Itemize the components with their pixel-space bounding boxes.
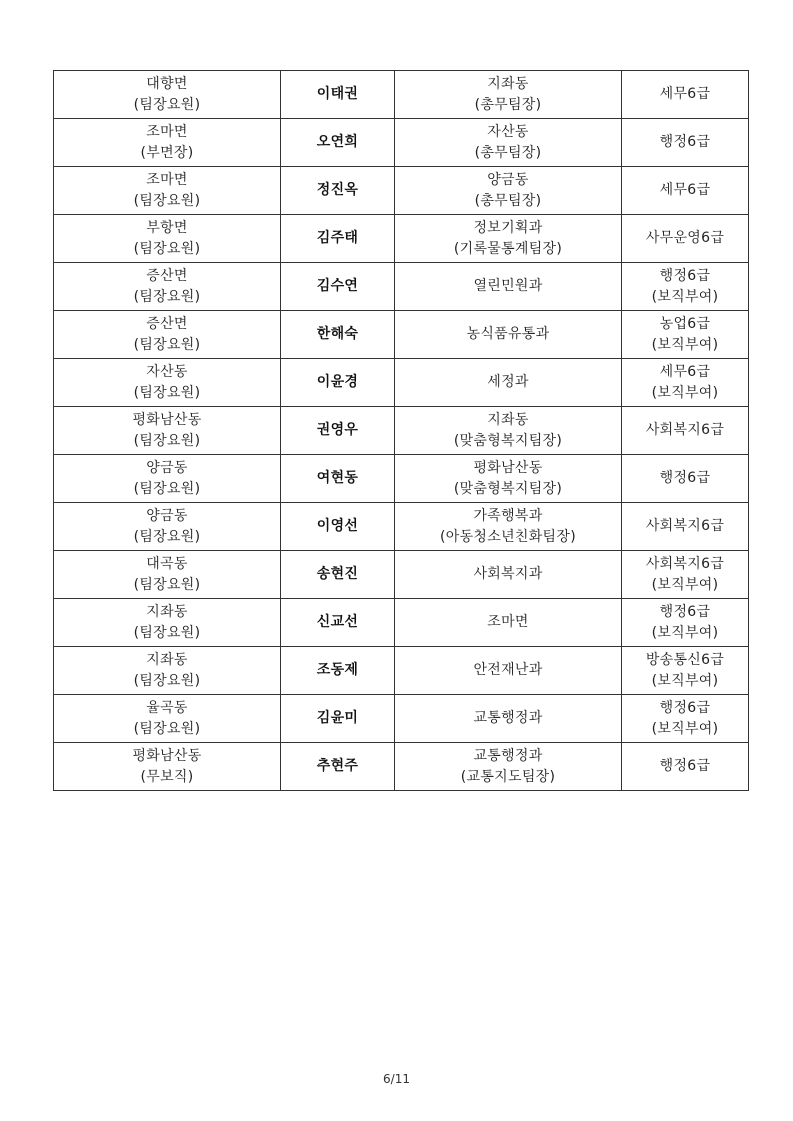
page-number: 6/11 bbox=[383, 1072, 410, 1086]
grade-line: (보직부여) bbox=[651, 336, 719, 353]
previous-post-line: 부항면 bbox=[146, 219, 188, 236]
new-post-line: 농식품유통과 bbox=[466, 326, 550, 342]
previous-post-line: (팀장요원) bbox=[133, 528, 201, 545]
table-row bbox=[54, 503, 749, 551]
previous-post-line: 양금동 bbox=[146, 507, 188, 524]
previous-post-line: 자산동 bbox=[146, 363, 188, 380]
previous-post-line: (팀장요원) bbox=[133, 720, 201, 737]
grade-line: 세무6급 bbox=[659, 363, 711, 380]
table-row bbox=[54, 311, 749, 359]
previous-post-cell bbox=[54, 167, 281, 215]
previous-post-line: (팀장요원) bbox=[133, 576, 201, 593]
previous-post-line: (팀장요원) bbox=[133, 624, 201, 641]
new-post-line: (맞춤형복지팀장) bbox=[453, 480, 563, 497]
new-post-cell bbox=[395, 599, 622, 647]
new-post-cell bbox=[395, 263, 622, 311]
employee-name-cell bbox=[281, 455, 395, 503]
new-post-line: 정보기획과 bbox=[473, 219, 543, 236]
grade-line: 세무6급 bbox=[659, 182, 711, 198]
grade-line: (보직부여) bbox=[651, 384, 719, 401]
new-post-line: 평화남산동 bbox=[473, 459, 543, 476]
previous-post-cell bbox=[54, 359, 281, 407]
employee-name: 송현진 bbox=[316, 566, 359, 582]
previous-post-line: 조마면 bbox=[146, 171, 188, 188]
grade-line: 농업6급 bbox=[659, 315, 711, 332]
table-row bbox=[54, 359, 749, 407]
employee-name-cell bbox=[281, 599, 395, 647]
personnel-table bbox=[53, 70, 749, 791]
previous-post-line: 증산면 bbox=[146, 267, 188, 284]
grade-cell bbox=[622, 551, 749, 599]
grade-line: 행정6급 bbox=[659, 134, 711, 150]
previous-post-line: (팀장요원) bbox=[133, 192, 201, 209]
previous-post-line: (팀장요원) bbox=[133, 672, 201, 689]
new-post-line: (총무팀장) bbox=[474, 192, 542, 209]
employee-name-cell bbox=[281, 407, 395, 455]
employee-name-cell bbox=[281, 311, 395, 359]
grade-line: (보직부여) bbox=[651, 576, 719, 593]
grade-cell bbox=[622, 455, 749, 503]
grade-cell bbox=[622, 695, 749, 743]
employee-name: 이영선 bbox=[316, 518, 359, 534]
new-post-cell bbox=[395, 71, 622, 119]
table-row bbox=[54, 455, 749, 503]
grade-line: 사회복지6급 bbox=[645, 518, 725, 534]
grade-line: 행정6급 bbox=[659, 758, 711, 774]
new-post-line: 지좌동 bbox=[487, 411, 529, 428]
employee-name: 조동제 bbox=[316, 662, 359, 678]
employee-name-cell bbox=[281, 167, 395, 215]
employee-name: 신교선 bbox=[316, 614, 359, 630]
new-post-cell bbox=[395, 647, 622, 695]
employee-name-cell bbox=[281, 215, 395, 263]
previous-post-cell bbox=[54, 407, 281, 455]
previous-post-line: 지좌동 bbox=[146, 651, 188, 668]
previous-post-line: 양금동 bbox=[146, 459, 188, 476]
employee-name-cell bbox=[281, 647, 395, 695]
grade-cell bbox=[622, 407, 749, 455]
previous-post-line: 율곡동 bbox=[146, 699, 188, 716]
table-row bbox=[54, 167, 749, 215]
new-post-line: 양금동 bbox=[487, 171, 529, 188]
table-row bbox=[54, 647, 749, 695]
grade-line: 방송통신6급 bbox=[645, 651, 725, 668]
grade-line: 사회복지6급 bbox=[645, 555, 725, 572]
previous-post-line: (팀장요원) bbox=[133, 480, 201, 497]
new-post-cell bbox=[395, 503, 622, 551]
previous-post-line: 대곡동 bbox=[146, 555, 188, 572]
employee-name: 이윤경 bbox=[316, 374, 359, 390]
table-row bbox=[54, 71, 749, 119]
previous-post-cell bbox=[54, 71, 281, 119]
employee-name: 김주태 bbox=[316, 230, 359, 246]
grade-line: (보직부여) bbox=[651, 720, 719, 737]
employee-name: 김윤미 bbox=[316, 710, 359, 726]
grade-line: 사회복지6급 bbox=[645, 422, 725, 438]
new-post-line: 교통행정과 bbox=[473, 747, 543, 764]
grade-line: 세무6급 bbox=[659, 86, 711, 102]
employee-name-cell bbox=[281, 119, 395, 167]
grade-cell bbox=[622, 263, 749, 311]
grade-cell bbox=[622, 119, 749, 167]
new-post-cell bbox=[395, 359, 622, 407]
grade-line: (보직부여) bbox=[651, 672, 719, 689]
employee-name-cell bbox=[281, 263, 395, 311]
new-post-line: 지좌동 bbox=[487, 75, 529, 92]
grade-cell bbox=[622, 743, 749, 791]
new-post-line: 교통행정과 bbox=[473, 710, 543, 726]
grade-cell bbox=[622, 215, 749, 263]
employee-name-cell bbox=[281, 695, 395, 743]
grade-line: (보직부여) bbox=[651, 624, 719, 641]
previous-post-cell bbox=[54, 311, 281, 359]
employee-name: 오연희 bbox=[316, 134, 359, 150]
grade-line: 행정6급 bbox=[659, 699, 711, 716]
employee-name: 추현주 bbox=[316, 758, 359, 774]
new-post-cell bbox=[395, 311, 622, 359]
grade-cell bbox=[622, 647, 749, 695]
previous-post-line: 평화남산동 bbox=[132, 411, 202, 428]
employee-name: 정진옥 bbox=[316, 182, 359, 198]
new-post-line: (기록물통계팀장) bbox=[453, 240, 563, 257]
table-row bbox=[54, 551, 749, 599]
new-post-line: (아동청소년친화팀장) bbox=[440, 528, 576, 545]
previous-post-line: (부면장) bbox=[140, 144, 194, 161]
previous-post-line: (팀장요원) bbox=[133, 96, 201, 113]
employee-name-cell bbox=[281, 503, 395, 551]
new-post-line: (총무팀장) bbox=[474, 144, 542, 161]
previous-post-cell bbox=[54, 119, 281, 167]
previous-post-line: 조마면 bbox=[146, 123, 188, 140]
previous-post-line: (팀장요원) bbox=[133, 288, 201, 305]
new-post-cell bbox=[395, 119, 622, 167]
table-row bbox=[54, 407, 749, 455]
grade-cell bbox=[622, 167, 749, 215]
previous-post-line: (팀장요원) bbox=[133, 432, 201, 449]
new-post-cell bbox=[395, 407, 622, 455]
employee-name: 권영우 bbox=[316, 422, 359, 438]
table-row bbox=[54, 695, 749, 743]
employee-name-cell bbox=[281, 551, 395, 599]
grade-cell bbox=[622, 503, 749, 551]
previous-post-line: 평화남산동 bbox=[132, 747, 202, 764]
table-row bbox=[54, 263, 749, 311]
personnel-table-body bbox=[54, 71, 749, 791]
previous-post-cell bbox=[54, 455, 281, 503]
employee-name-cell bbox=[281, 743, 395, 791]
new-post-line: 자산동 bbox=[487, 123, 529, 140]
grade-cell bbox=[622, 359, 749, 407]
grade-line: 사무운영6급 bbox=[645, 230, 725, 246]
new-post-cell bbox=[395, 455, 622, 503]
new-post-line: (맞춤형복지팀장) bbox=[453, 432, 563, 449]
employee-name: 이태권 bbox=[316, 86, 359, 102]
new-post-line: 열린민원과 bbox=[473, 278, 543, 294]
previous-post-line: 지좌동 bbox=[146, 603, 188, 620]
grade-line: (보직부여) bbox=[651, 288, 719, 305]
grade-cell bbox=[622, 311, 749, 359]
new-post-cell bbox=[395, 167, 622, 215]
previous-post-line: 증산면 bbox=[146, 315, 188, 332]
previous-post-cell bbox=[54, 647, 281, 695]
previous-post-cell bbox=[54, 263, 281, 311]
new-post-line: 사회복지과 bbox=[473, 566, 543, 582]
employee-name-cell bbox=[281, 71, 395, 119]
previous-post-cell bbox=[54, 503, 281, 551]
table-row bbox=[54, 743, 749, 791]
grade-line: 행정6급 bbox=[659, 470, 711, 486]
table-row bbox=[54, 119, 749, 167]
previous-post-line: 대향면 bbox=[146, 75, 188, 92]
new-post-cell bbox=[395, 743, 622, 791]
previous-post-line: (팀장요원) bbox=[133, 384, 201, 401]
grade-line: 행정6급 bbox=[659, 267, 711, 284]
table-row bbox=[54, 215, 749, 263]
grade-line: 행정6급 bbox=[659, 603, 711, 620]
previous-post-cell bbox=[54, 599, 281, 647]
new-post-line: 세정과 bbox=[487, 374, 529, 390]
previous-post-cell bbox=[54, 215, 281, 263]
previous-post-cell bbox=[54, 743, 281, 791]
previous-post-cell bbox=[54, 695, 281, 743]
new-post-line: 안전재난과 bbox=[473, 662, 543, 678]
employee-name-cell bbox=[281, 359, 395, 407]
new-post-line: 조마면 bbox=[487, 614, 529, 630]
employee-name: 한해숙 bbox=[316, 326, 359, 342]
new-post-cell bbox=[395, 215, 622, 263]
previous-post-cell bbox=[54, 551, 281, 599]
new-post-line: 가족행복과 bbox=[473, 507, 543, 524]
new-post-cell bbox=[395, 695, 622, 743]
employee-name: 김수연 bbox=[316, 278, 359, 294]
new-post-cell bbox=[395, 551, 622, 599]
grade-cell bbox=[622, 599, 749, 647]
previous-post-line: (팀장요원) bbox=[133, 240, 201, 257]
previous-post-line: (팀장요원) bbox=[133, 336, 201, 353]
table-row bbox=[54, 599, 749, 647]
employee-name: 여현동 bbox=[316, 470, 359, 486]
new-post-line: (교통지도팀장) bbox=[460, 768, 556, 785]
grade-cell bbox=[622, 71, 749, 119]
new-post-line: (총무팀장) bbox=[474, 96, 542, 113]
previous-post-line: (무보직) bbox=[140, 768, 194, 785]
